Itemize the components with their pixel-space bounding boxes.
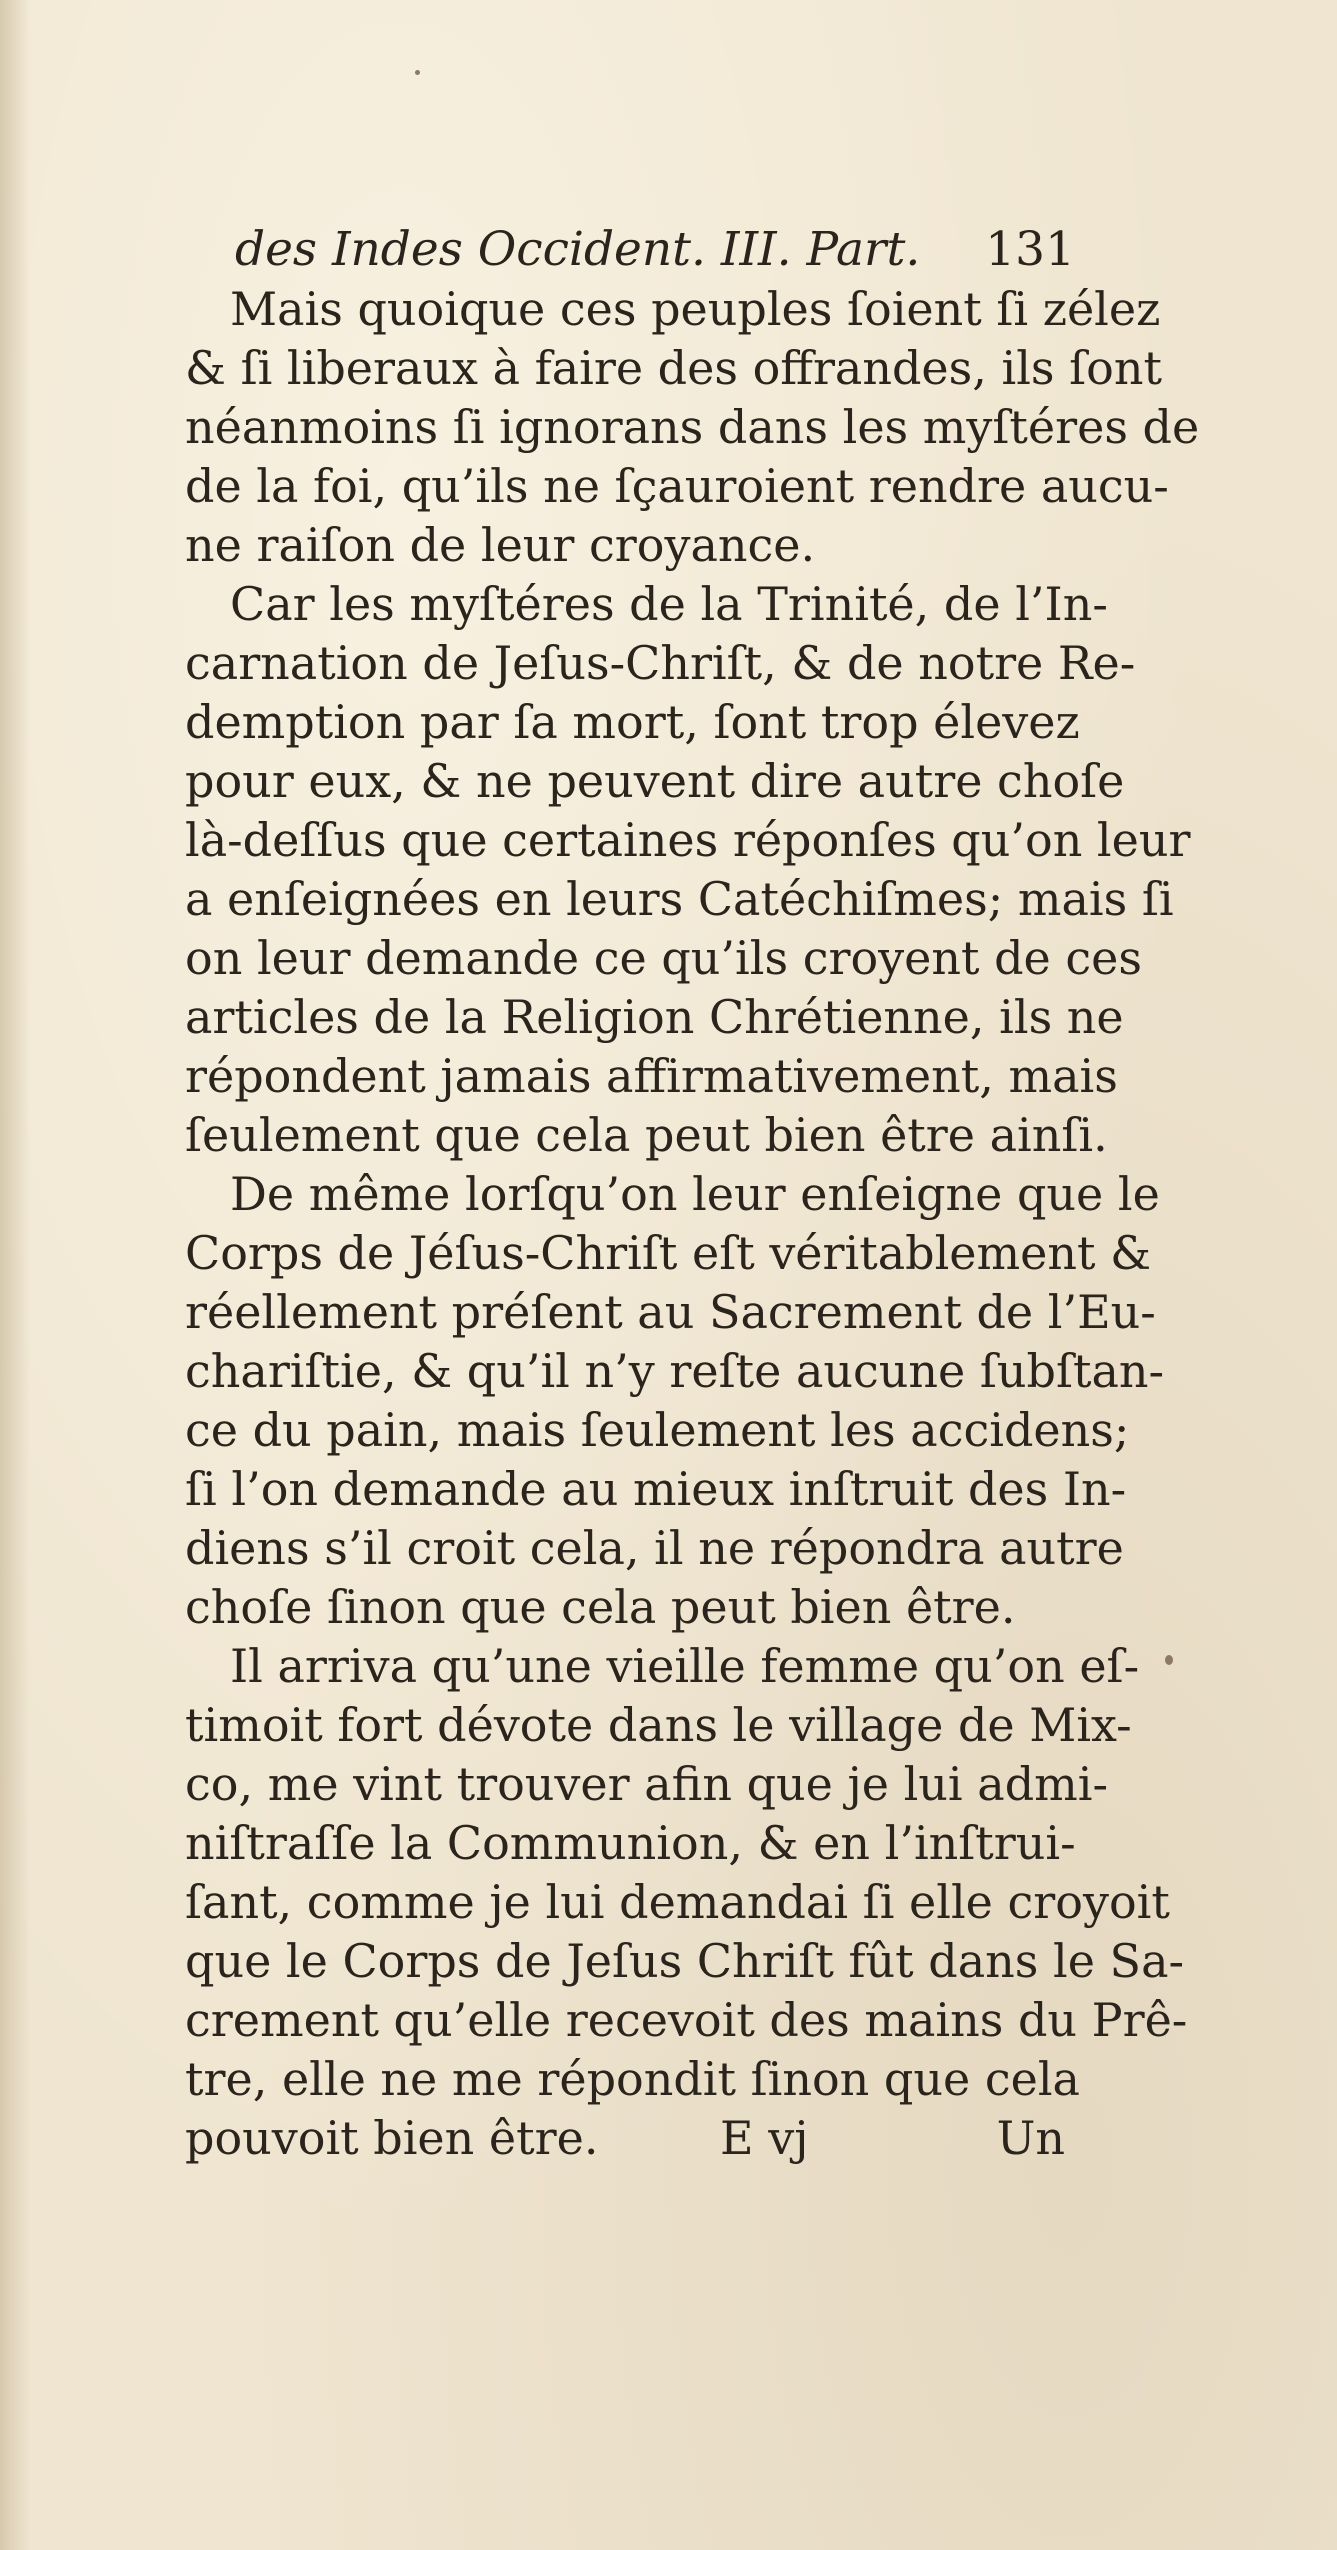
text-line: & ſi liberaux à faire des offrandes, ils ſont bbox=[185, 341, 1162, 395]
text-line: ce du pain, mais ſeulement les accidens; bbox=[185, 1403, 1130, 1457]
text-line: co, me vint trouver afin que je lui admi- bbox=[185, 1757, 1109, 1811]
text-line: tre, elle ne me répondit ſinon que cela bbox=[185, 2052, 1080, 2106]
text-line: Car les myſtéres de la Trinité, de l’In- bbox=[230, 577, 1108, 631]
signature-mark: E vj bbox=[720, 2111, 809, 2165]
text-line: répondent jamais affirmativement, mais bbox=[185, 1049, 1118, 1103]
text-line: articles de la Religion Chrétienne, ils ne bbox=[185, 990, 1124, 1044]
text-line: choſe ſinon que cela peut bien être. bbox=[185, 1580, 1016, 1634]
text-line: carnation de Jeſus-Chriſt, & de notre Re- bbox=[185, 636, 1136, 690]
text-line: de la foi, qu’ils ne ſçauroient rendre aucu- bbox=[185, 459, 1169, 513]
text-line: De même lorſqu’on leur enſeigne que le bbox=[230, 1167, 1160, 1221]
footer-line bbox=[185, 2109, 1065, 2168]
ink-speck bbox=[415, 70, 420, 75]
text-line: niſtraſſe la Communion, & en l’inſtrui- bbox=[185, 1816, 1076, 1870]
text-line: on leur demande ce qu’ils croyent de ces bbox=[185, 931, 1142, 985]
text-line: ſeulement que cela peut bien être ainſi. bbox=[185, 1108, 1108, 1162]
text-line: que le Corps de Jeſus Chriſt fût dans le Sa- bbox=[185, 1934, 1185, 1988]
body-text bbox=[185, 280, 1200, 2168]
text-line: réellement préſent au Sacrement de l’Eu- bbox=[185, 1285, 1156, 1339]
running-title: des Indes Occident. III. Part. bbox=[235, 222, 921, 277]
text-line: ſi l’on demande au mieux inſtruit des In- bbox=[185, 1462, 1127, 1516]
text-line: Il arriva qu’une vieille femme qu’on eſ- bbox=[230, 1639, 1140, 1693]
text-line: Corps de Jéſus-Chriſt eſt véritablement & bbox=[185, 1226, 1152, 1280]
footer-items bbox=[185, 2109, 1065, 2168]
text-line: diens s’il croit cela, il ne répondra autre bbox=[185, 1521, 1124, 1575]
page-gutter-shadow bbox=[0, 0, 30, 2550]
ink-speck bbox=[1165, 1655, 1173, 1665]
text-line: ne raiſon de leur croyance. bbox=[185, 518, 816, 572]
catchword: Un bbox=[996, 2111, 1065, 2165]
text-line: néanmoins ſi ignorans dans les myſtéres de bbox=[185, 400, 1200, 454]
running-header bbox=[235, 215, 1075, 285]
text-line: demption par ſa mort, ſont trop élevez bbox=[185, 695, 1080, 749]
last-words: pouvoit bien être. bbox=[185, 2111, 599, 2165]
text-line: ſant, comme je lui demandai ſi elle croyoit bbox=[185, 1875, 1170, 1929]
text-line: a enſeignées en leurs Catéchiſmes; mais ſi bbox=[185, 872, 1174, 926]
text-line: pour eux, & ne peuvent dire autre choſe bbox=[185, 754, 1125, 808]
text-line: crement qu’elle recevoit des mains du Prê- bbox=[185, 1993, 1188, 2047]
text-line: là-deſſus que certaines réponſes qu’on leur bbox=[185, 813, 1191, 867]
text-line: chariſtie, & qu’il n’y reſte aucune ſubſtan- bbox=[185, 1344, 1165, 1398]
page-number: 131 bbox=[985, 222, 1075, 277]
text-line: Mais quoique ces peuples ſoient ſi zélez bbox=[230, 282, 1161, 336]
text-line: timoit fort dévote dans le village de Mix- bbox=[185, 1698, 1132, 1752]
